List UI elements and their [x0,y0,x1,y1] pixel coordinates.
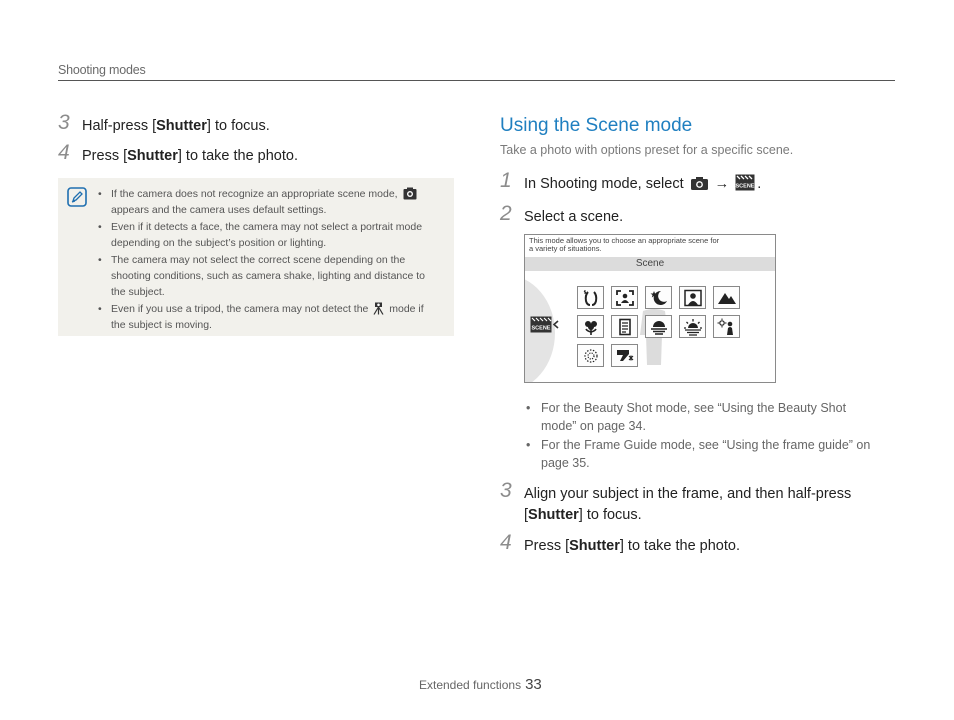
frame-guide-icon [615,289,635,307]
scene-mode-icon [735,174,755,191]
note-item: • Even if it detects a face, the camera may not select a portrait mode depending on the subject’s position or lighting. [98,219,444,251]
svg-text:SCENE: SCENE [531,325,551,332]
bullet-frame-guide: • For the Frame Guide mode, see “Using the frame guide” on page 35. [526,438,871,470]
text-button[interactable] [611,315,638,338]
screen-description: This mode allows you to choose an appropriate scene for a variety of situations. [529,236,720,253]
text-icon [615,318,635,336]
note-box [58,178,454,336]
scene-title-bar: Scene [525,257,775,271]
step-number: 3 [58,111,70,134]
fireworks-button[interactable] [577,344,604,367]
bullet-beauty-shot: • For the Beauty Shot mode, see “Using the Beauty Shot mode” on page 34. [526,401,847,433]
svg-text:SCENE: SCENE [735,183,755,190]
night-button[interactable] [645,286,672,309]
shutter-key: Shutter [528,507,579,523]
header-rule [58,80,895,81]
scene-tab-icon[interactable] [530,316,559,333]
camera-icon [690,176,709,191]
frame-guide-button[interactable] [611,286,638,309]
tripod-icon [373,302,384,315]
backlight-icon [717,318,737,336]
dawn-icon [683,318,703,336]
page-number: 33 [525,676,542,693]
section-title: Using the Scene mode [500,115,693,136]
shutter-key: Shutter [127,148,178,164]
landscape-button[interactable] [713,286,740,309]
landscape-icon [717,289,737,307]
shutter-key: Shutter [156,118,207,134]
portrait-icon [683,289,703,307]
portrait-button[interactable] [679,286,706,309]
smart-auto-icon [403,187,417,200]
beauty-shot-button[interactable] [577,286,604,309]
step-number: 3 [500,479,512,502]
beach-snow-button[interactable] [611,344,638,367]
sunset-button[interactable] [645,315,672,338]
close-up-button[interactable] [577,315,604,338]
note-item: • If the camera does not recognize an appropriate scene mode, appears and the camera uses default settings. [98,186,444,218]
note-item: • Even if you use a tripod, the camera may not detect the mode if the subject is moving. [98,301,444,333]
step-number: 2 [500,202,512,225]
step-number: 1 [500,169,512,192]
backlight-button[interactable] [713,315,740,338]
page-footer [419,676,542,693]
dawn-button[interactable] [679,315,706,338]
arrow: → [714,176,730,192]
step-number: 4 [500,531,512,554]
footer-label: Extended functions [419,678,522,692]
close-up-icon [581,318,601,336]
note-item: • The camera may not select the correct scene depending on the shooting conditions, such as camera shake, lighting and distance to the subject. [98,252,444,300]
step-number: 4 [58,141,70,164]
note-pencil-icon [67,187,87,207]
note-list [98,186,444,334]
header-section-label: Shooting modes [58,63,146,77]
sunset-icon [649,318,669,336]
beach-snow-icon [615,347,635,365]
beauty-shot-icon [581,289,601,307]
shutter-key: Shutter [569,538,620,554]
fireworks-icon [581,347,601,365]
section-subtitle: Take a photo with options preset for a specific scene. [500,143,794,157]
night-icon [649,289,669,307]
